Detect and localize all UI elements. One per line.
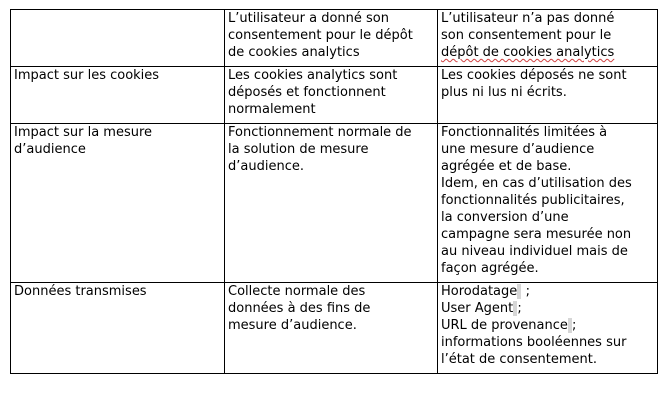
refused-cell: [438, 124, 658, 283]
header-refused-line: son consentement pour le: [441, 28, 612, 43]
table-row: [11, 67, 658, 124]
table-row: [11, 124, 658, 283]
given-cell: [225, 283, 438, 374]
cell-line: Les cookies analytics sont: [228, 68, 398, 83]
cell-line: campagne sera mesurée non: [441, 227, 632, 242]
cell-line: Les cookies déposés ne sont: [441, 68, 627, 83]
cell-line: Fonctionnement normale de: [228, 125, 412, 140]
refused-cell: [438, 283, 658, 374]
data-list-item: [441, 300, 654, 317]
data-list-item: [441, 317, 654, 334]
row-label-cell: [11, 124, 225, 283]
cell-line: Fonctionnalités limitées à: [441, 125, 608, 140]
data-list-item: informations booléennes sur: [441, 335, 627, 350]
row-label-line: Impact sur les cookies: [14, 68, 160, 83]
cell-line: façon agrégée.: [441, 261, 539, 276]
highlight-marker: [517, 284, 521, 299]
data-item-text: User Agent: [441, 301, 514, 316]
cell-line: plus ni lus ni écrits.: [441, 85, 567, 100]
row-label-line: Données transmises: [14, 284, 147, 299]
cell-line: la solution de mesure: [228, 142, 369, 157]
header-refused-line: dépôt de cookies analytics: [441, 45, 615, 60]
cell-line: une mesure d’audience: [441, 142, 595, 157]
header-empty-cell: [11, 10, 225, 67]
table-row: [11, 283, 658, 374]
data-list-item: l’état de consentement.: [441, 352, 597, 367]
header-consent-given: [225, 10, 438, 67]
cell-line: normalement: [228, 102, 316, 117]
cell-line: d’audience.: [228, 159, 304, 174]
header-given-line: L’utilisateur a donné son: [228, 11, 389, 26]
cell-line: données à des fins de: [228, 301, 371, 316]
row-label-cell: [11, 283, 225, 374]
cell-line: agrégée et de base.: [441, 159, 572, 174]
header-given-line: consentement pour le dépôt: [228, 28, 413, 43]
data-item-text: Horodatage: [441, 284, 518, 299]
header-consent-refused: [438, 10, 658, 67]
given-cell: [225, 67, 438, 124]
data-item-separator: ;: [572, 318, 577, 333]
cell-line: au niveau individuel mais de: [441, 244, 628, 259]
data-item-text: URL de provenance: [441, 318, 568, 333]
cell-line: la conversion d’une: [441, 210, 569, 225]
given-cell: [225, 124, 438, 283]
header-refused-line: L’utilisateur n’a pas donné: [441, 11, 615, 26]
row-label-line: d’audience: [14, 142, 86, 157]
cell-line: déposés et fonctionnent: [228, 85, 386, 100]
data-item-separator: ;: [525, 284, 530, 299]
row-label-line: Impact sur la mesure: [14, 125, 153, 140]
table-header-row: [11, 10, 658, 67]
cell-line: fonctionnalités publicitaires,: [441, 193, 625, 208]
header-given-line: de cookies analytics: [228, 45, 360, 60]
cell-line: Idem, en cas d’utilisation des: [441, 176, 632, 191]
cell-line: Collecte normale des: [228, 284, 366, 299]
row-label-cell: [11, 67, 225, 124]
refused-cell: [438, 67, 658, 124]
data-item-separator: ;: [517, 301, 522, 316]
consent-comparison-table: [10, 9, 658, 374]
cell-line: mesure d’audience.: [228, 318, 357, 333]
data-list-item: [441, 283, 654, 300]
